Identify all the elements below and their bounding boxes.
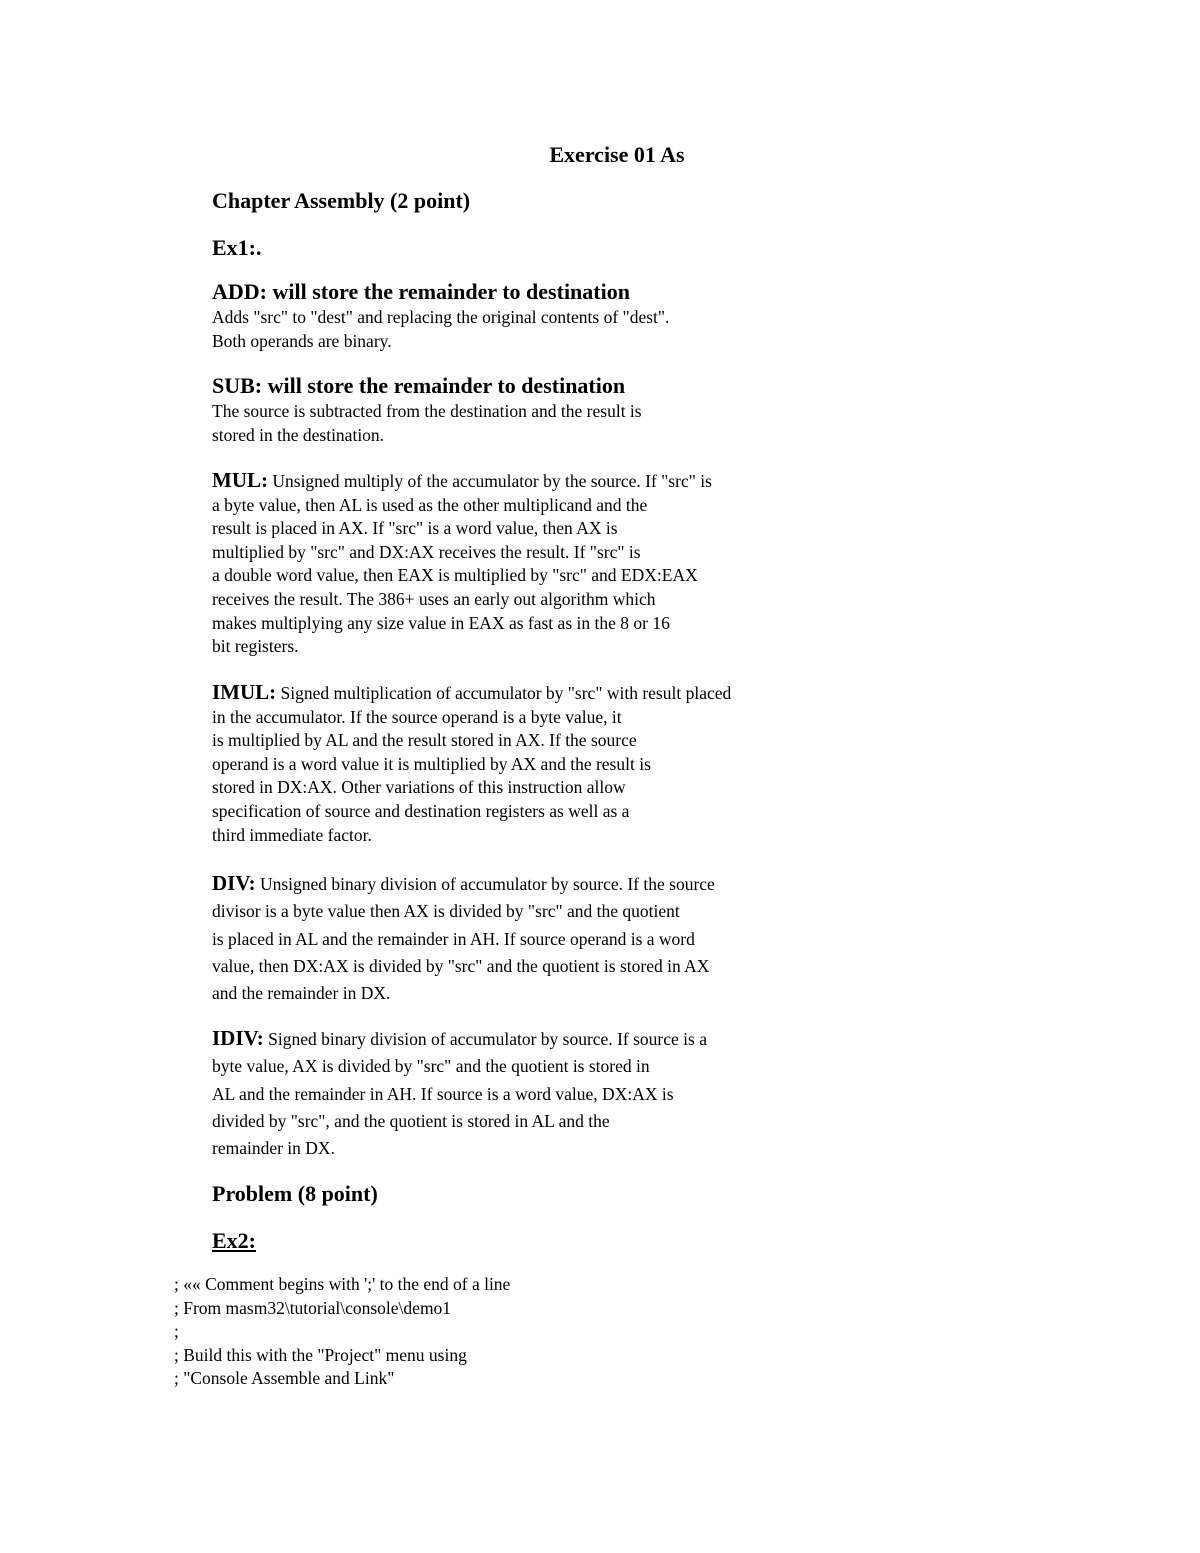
- problem-heading: Problem (8 point): [212, 1181, 378, 1206]
- sub-section: [212, 372, 642, 447]
- div-first-text: Unsigned binary division of accumulator by source. If the source: [255, 874, 715, 894]
- mul-line: a byte value, then AL is used as the other multiplicand and the: [212, 494, 648, 515]
- sub-line: The source is subtracted from the destination and the result is: [212, 401, 642, 421]
- div-line: is placed in AL and the remainder in AH. If source operand is a word: [212, 928, 695, 949]
- imul-first-text: Signed multiplication of accumulator by "src" with result placed: [276, 683, 732, 703]
- imul-term: IMUL:: [212, 680, 277, 704]
- sub-line: stored in the destination.: [212, 424, 385, 445]
- div-line: divisor is a byte value then AX is divided by "src" and the quotient: [212, 901, 680, 922]
- imul-line: stored in DX:AX. Other variations of this instruction allow: [212, 777, 626, 798]
- code-line: ; From masm32\tutorial\console\demo1: [174, 1297, 452, 1318]
- imul-line: third immediate factor.: [212, 824, 372, 845]
- imul-line: specification of source and destination registers as well as a: [212, 800, 630, 821]
- add-heading: ADD: will store the remainder to destination: [212, 279, 630, 304]
- code-line: ; Build this with the "Project" menu using: [174, 1344, 467, 1365]
- div-line: value, then DX:AX is divided by "src" and the quotient is stored in AX: [212, 955, 710, 976]
- div-section: [212, 870, 715, 1007]
- idiv-first-line: [212, 1025, 707, 1053]
- chapter-heading: Chapter Assembly (2 point): [212, 188, 471, 213]
- idiv-section: [212, 1025, 707, 1162]
- idiv-term: IDIV:: [212, 1026, 264, 1050]
- div-first-line: [212, 870, 715, 898]
- code-line: ;: [174, 1321, 179, 1342]
- mul-line: makes multiplying any size value in EAX as fast as in the 8 or 16: [212, 612, 670, 633]
- add-line: Both operands are binary.: [212, 330, 392, 351]
- mul-line: bit registers.: [212, 636, 299, 657]
- idiv-first-text: Signed binary division of accumulator by source. If source is a: [263, 1029, 707, 1049]
- mul-section: [212, 469, 712, 659]
- mul-first-line: [212, 469, 712, 494]
- div-term: DIV:: [212, 871, 256, 895]
- mul-line: receives the result. The 386+ uses an early out algorithm which: [212, 588, 656, 609]
- ex2-heading-text: Ex2:: [212, 1228, 256, 1253]
- idiv-line: divided by "src", and the quotient is stored in AL and the: [212, 1110, 610, 1131]
- mul-line: multiplied by "src" and DX:AX receives the result. If "src" is: [212, 541, 641, 562]
- div-line: and the remainder in DX.: [212, 983, 391, 1004]
- ex2-heading: [212, 1226, 256, 1256]
- mul-line: result is placed in AX. If "src" is a word value, then AX is: [212, 518, 618, 539]
- sub-heading: SUB: will store the remainder to destination: [212, 373, 626, 398]
- imul-line: operand is a word value it is multiplied by AX and the result is: [212, 753, 651, 774]
- code-line: ; "Console Assemble and Link": [174, 1368, 395, 1389]
- idiv-line: AL and the remainder in AH. If source is a word value, DX:AX is: [212, 1083, 674, 1104]
- code-line: ; «« Comment begins with ';' to the end of a line: [174, 1274, 511, 1294]
- mul-term: MUL:: [212, 468, 268, 492]
- add-section: [212, 278, 669, 353]
- document-title: Exercise 01 As: [549, 142, 685, 167]
- imul-first-line: [212, 681, 731, 706]
- mul-first-text: Unsigned multiply of the accumulator by the source. If "src" is: [268, 471, 712, 491]
- mul-line: a double word value, then EAX is multiplied by "src" and EDX:EAX: [212, 565, 698, 586]
- code-block: [174, 1273, 510, 1391]
- imul-section: [212, 681, 731, 847]
- ex1-heading: Ex1:.: [212, 235, 262, 260]
- add-line: Adds "src" to "dest" and replacing the original contents of "dest".: [212, 307, 670, 327]
- imul-line: is multiplied by AL and the result stored in AX. If the source: [212, 730, 637, 751]
- idiv-line: byte value, AX is divided by "src" and the quotient is stored in: [212, 1056, 650, 1077]
- idiv-line: remainder in DX.: [212, 1138, 335, 1159]
- imul-line: in the accumulator. If the source operand is a byte value, it: [212, 706, 622, 727]
